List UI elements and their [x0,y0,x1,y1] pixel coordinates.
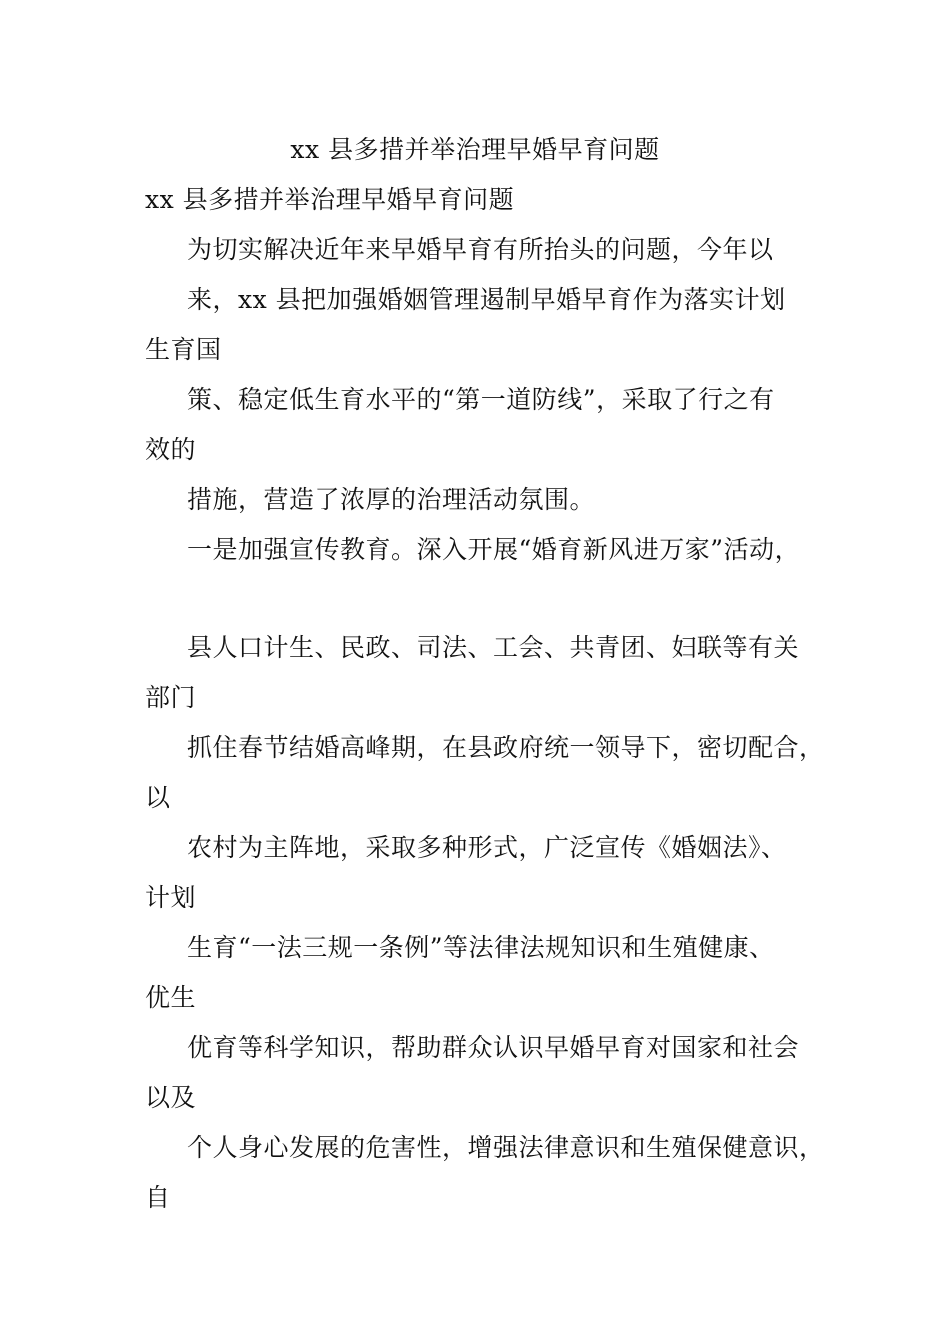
body-line: 抓住春节结婚高峰期，在县政府统一领导下，密切配合， [187,733,825,762]
body-line: 策、稳定低生育水平的“第一道防线”，采取了行之有 [187,385,775,414]
body-line: 生育国 [145,335,222,364]
body-line: 措施，营造了浓厚的治理活动氛围。 [187,485,596,514]
body-line: 来，xx 县把加强婚姻管理遏制早婚早育作为落实计划 [187,285,786,314]
body-line: 自 [145,1183,171,1212]
body-line: 一是加强宣传教育。深入开展“婚育新风进万家”活动， [187,535,801,564]
document-title: xx 县多措并举治理早婚早育问题 [290,135,660,164]
body-line: 县人口计生、民政、司法、工会、共青团、妇联等有关 [187,633,800,662]
subtitle-line: xx 县多措并举治理早婚早育问题 [145,185,515,214]
body-line: 农村为主阵地，采取多种形式，广泛宣传《婚姻法》、 [187,833,787,862]
body-line: 效的 [145,435,197,464]
body-line: 部门 [145,683,197,712]
body-line: 个人身心发展的危害性，增强法律意识和生殖保健意识， [187,1133,825,1162]
body-line: 以 [145,783,171,812]
body-line: 优生 [145,983,197,1012]
body-line: 优育等科学知识，帮助群众认识早婚早育对国家和社会 [187,1033,800,1062]
body-line: 为切实解决近年来早婚早育有所抬头的问题，今年以 [187,235,774,264]
body-line: 以及 [145,1083,197,1112]
body-line: 生育“一法三规一条例”等法律法规知识和生殖健康、 [187,933,775,962]
body-line: 计划 [145,883,197,912]
